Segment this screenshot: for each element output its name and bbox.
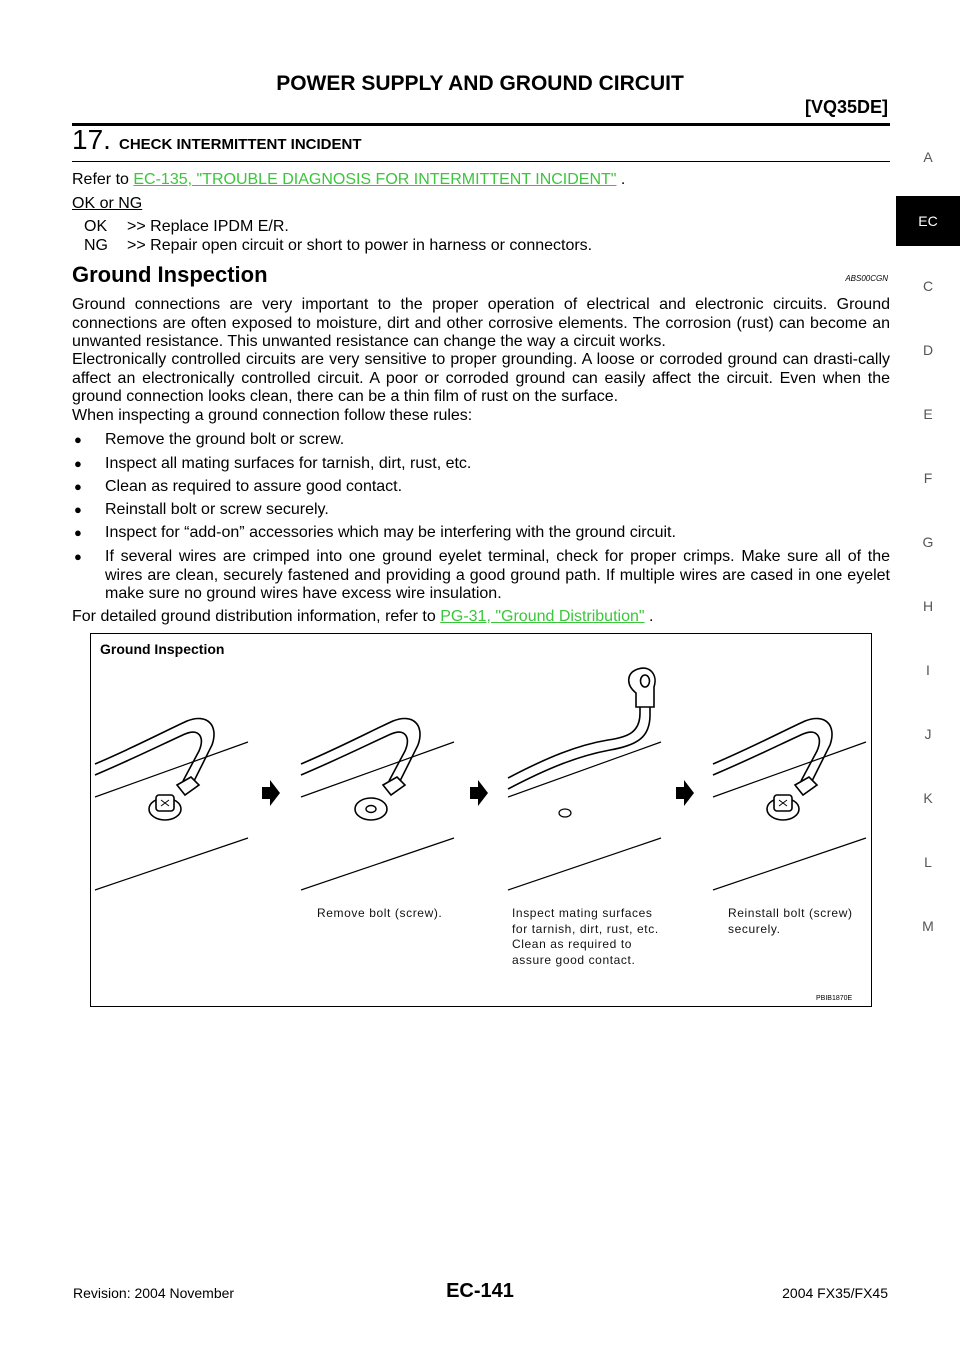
tab-m[interactable]: M [922, 918, 934, 934]
figure-title: Ground Inspection [100, 641, 225, 657]
bullet-text: Reinstall bolt or screw securely. [105, 501, 329, 518]
detail-prefix: For detailed ground distribution information, refer to [72, 608, 441, 625]
bullet-text: If several wires are crimped into one ground eyelet terminal, check for proper crimps. Make sure all of the wires are clean, securely fastened and providing a good ground path. If multiple wires are cased in one eyelet make sure no ground wires have excess wire insulation. [105, 548, 890, 603]
tab-c[interactable]: C [922, 278, 934, 294]
bullet-icon: ● [74, 479, 82, 494]
tab-f[interactable]: F [923, 470, 933, 486]
caption-reinstall-bolt: Reinstall bolt (screw) securely. [728, 906, 853, 936]
paragraph: Electronically controlled circuits are very sensitive to proper grounding. A loose or corroded ground can drasti-cally affect an electronically controlled circuit. A poor or corroded ground can easily affect the circuit. Even when the ground connection looks clean, there can be a thin film of rust on the surface. [72, 351, 890, 406]
tab-l[interactable]: L [924, 854, 932, 870]
tab-ec[interactable]: EC [896, 196, 960, 246]
tab-a[interactable]: A [923, 149, 933, 165]
refer-suffix: . [616, 171, 626, 188]
result-text-ok: >> Replace IPDM E/R. [127, 218, 289, 235]
tab-k[interactable]: K [923, 790, 933, 806]
bullet-icon: ● [74, 432, 82, 447]
bullet-icon: ● [74, 549, 82, 564]
ground-inspection-illustration [90, 633, 872, 1007]
detail-suffix: . [644, 608, 654, 625]
figure-code: PBIB1870E [816, 995, 853, 1002]
bullet-icon: ● [74, 525, 82, 540]
arrow-right-icon [262, 780, 280, 806]
caption-inspect-surfaces: Inspect mating surfaces for tarnish, dirt, rust, etc. Clean as required to assure good contact. [512, 906, 659, 967]
paragraph: When inspecting a ground connection follow these rules: [72, 407, 473, 424]
bullet-item [72, 501, 890, 520]
tab-j[interactable]: J [924, 726, 932, 742]
bullet-item [72, 548, 890, 604]
header-rule [72, 123, 890, 126]
result-code-ng: NG [84, 237, 108, 254]
step-title: CHECK INTERMITTENT INCIDENT [119, 136, 362, 153]
bullet-icon: ● [74, 502, 82, 517]
bullet-text: Clean as required to assure good contact. [105, 478, 403, 495]
panel-3-inspect-surface [508, 668, 661, 890]
section-code: ABS00CGN [845, 274, 888, 283]
refer-line [72, 171, 625, 190]
step-number: 17. [72, 124, 111, 155]
bullet-item [72, 478, 890, 497]
tab-g[interactable]: G [922, 534, 934, 550]
caption-remove-bolt: Remove bolt (screw). [317, 906, 443, 920]
bullet-text: Inspect for “add-on” accessories which may be interfering with the ground circuit. [105, 524, 676, 541]
bullet-text: Remove the ground bolt or screw. [105, 431, 345, 448]
tab-i[interactable]: I [926, 662, 930, 678]
arrow-right-icon [676, 780, 694, 806]
bullet-icon: ● [74, 456, 82, 471]
bullet-item [72, 455, 890, 474]
result-text-ng: >> Repair open circuit or short to power in harness or connectors. [127, 237, 593, 254]
tab-e[interactable]: E [923, 406, 933, 422]
footer-revision: Revision: 2004 November [73, 1285, 235, 1301]
arrow-right-icon [470, 780, 488, 806]
result-code-ok: OK [84, 218, 108, 235]
footer-model: 2004 FX35/FX45 [782, 1285, 888, 1301]
detail-link[interactable]: PG-31, "Ground Distribution" [440, 608, 645, 625]
tab-d[interactable]: D [922, 342, 934, 358]
refer-link[interactable]: EC-135, "TROUBLE DIAGNOSIS FOR INTERMITTENT INCIDENT" [133, 171, 617, 188]
detail-line [72, 608, 653, 627]
panel-2-bolt-removed [301, 718, 454, 890]
tab-h[interactable]: H [922, 598, 934, 614]
panel-4-bolt-reinstalled [713, 718, 866, 890]
section-title: Ground Inspection [72, 262, 268, 287]
panel-1-bolted-ground [95, 718, 248, 890]
page-title: POWER SUPPLY AND GROUND CIRCUIT [276, 72, 684, 95]
ok-or-ng-label: OK or NG [72, 195, 143, 212]
bullet-item [72, 431, 890, 450]
paragraph: Ground connections are very important to the proper operation of electrical and electronic circuits. Ground connections are often exposed to moisture, dirt and other corrosive elements. The corrosion (rust) can become an unwanted resistance. This unwanted resistance can change the way a circuit works. [72, 296, 890, 351]
bullet-text: Inspect all mating surfaces for tarnish, dirt, rust, etc. [105, 455, 472, 472]
engine-code: [VQ35DE] [804, 97, 888, 117]
step-rule [72, 161, 890, 162]
refer-prefix: Refer to [72, 171, 134, 188]
bullet-item [72, 524, 890, 543]
footer-page-number: EC-141 [446, 1280, 514, 1302]
